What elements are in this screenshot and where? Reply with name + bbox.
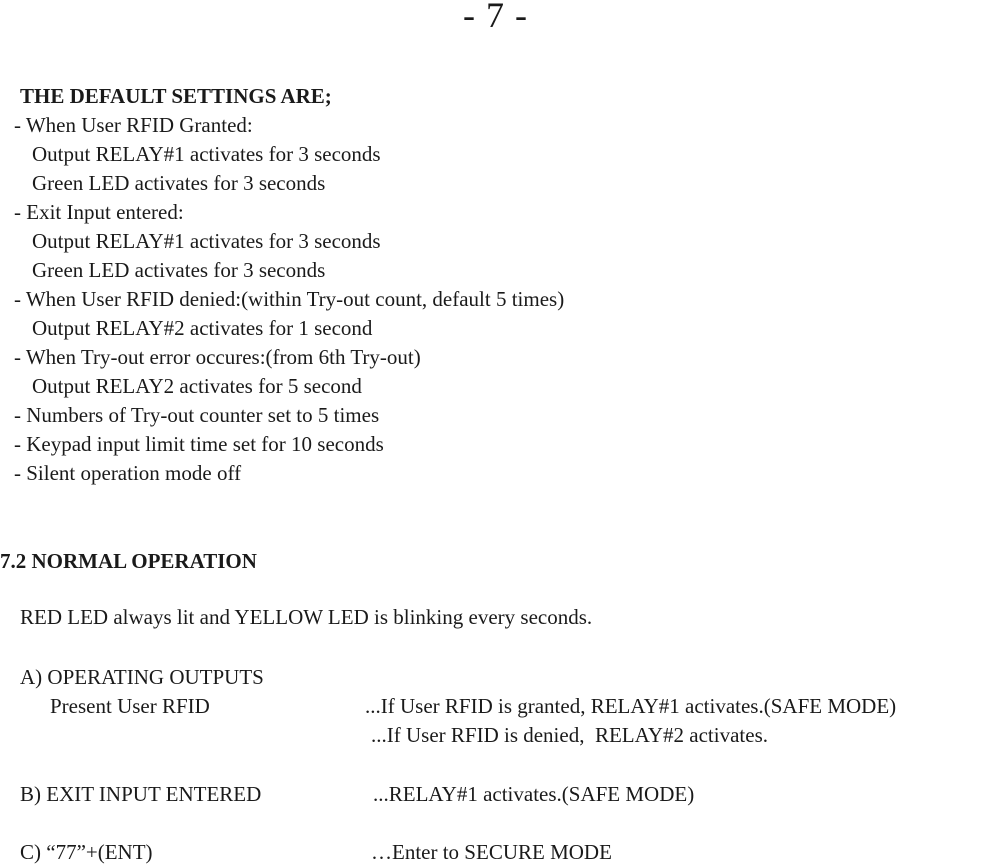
default-line: - Silent operation mode off	[14, 461, 242, 485]
default-line: Output RELAY2 activates for 5 second	[32, 374, 362, 398]
default-line: - Numbers of Try-out counter set to 5 times	[14, 403, 380, 427]
default-line: Green LED activates for 3 seconds	[32, 171, 326, 195]
default-line: Output RELAY#2 activates for 1 second	[32, 316, 373, 340]
page-number: - 7 -	[463, 0, 528, 35]
default-line: Output RELAY#1 activates for 3 seconds	[32, 142, 381, 166]
default-line: - When User RFID denied:(within Try-out count, default 5 times)	[14, 287, 565, 311]
default-line: - When Try-out error occures:(from 6th Try-out)	[14, 345, 421, 369]
default-settings-heading: THE DEFAULT SETTINGS ARE;	[20, 84, 332, 108]
a-title: A) OPERATING OUTPUTS	[20, 665, 264, 689]
default-line: Output RELAY#1 activates for 3 seconds	[32, 229, 381, 253]
b-title: B) EXIT INPUT ENTERED	[20, 782, 262, 806]
c-result: …Enter to SECURE MODE	[371, 840, 612, 864]
a-result-denied: ...If User RFID is denied, RELAY#2 activates.	[371, 723, 768, 747]
default-line: - Keypad input limit time set for 10 seconds	[14, 432, 384, 456]
a-result-granted: ...If User RFID is granted, RELAY#1 activates.(SAFE MODE)	[365, 694, 897, 718]
b-result: ...RELAY#1 activates.(SAFE MODE)	[373, 782, 695, 806]
section-heading: 7.2 NORMAL OPERATION	[0, 549, 257, 573]
default-line: - When User RFID Granted:	[14, 113, 253, 137]
default-line: Green LED activates for 3 seconds	[32, 258, 326, 282]
a-item: Present User RFID	[50, 694, 210, 718]
c-title: C) “77”+(ENT)	[20, 840, 153, 864]
default-line: - Exit Input entered:	[14, 200, 184, 224]
intro-text: RED LED always lit and YELLOW LED is blinking every seconds.	[20, 605, 593, 629]
